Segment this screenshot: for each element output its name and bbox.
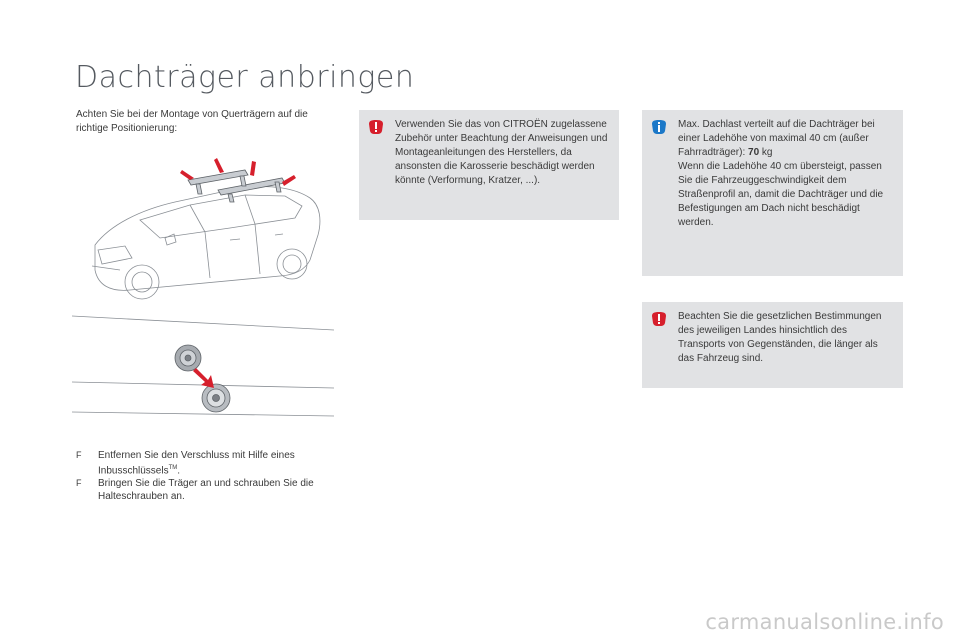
step-item bbox=[76, 449, 338, 477]
roof-load-unit: kg bbox=[759, 147, 773, 158]
warning-accessory-text: Verwenden Sie das von CITROËN zugelassene Zubehör unter Beachtung der Anweisungen und Montageanleitungen des Herstellers, da ansonsten die Karosserie beschädigt werden könnte (Verformung, Kratzer, ...). bbox=[395, 119, 608, 186]
roof-load-text-after: Wenn die Ladehöhe 40 cm übersteigt, passen Sie die Fahrzeuggeschwindigkeit dem Straßenprofil an, damit die Dachträger und die Befestigungen am Dach nicht beschädigt werden. bbox=[678, 161, 884, 228]
warning-law-text: Beachten Sie die gesetzlichen Bestimmungen des jeweiligen Landes hinsichtlich des Transports von Gegenständen, die länger als das Fahrzeug sind. bbox=[678, 311, 882, 364]
info-roof-load-text bbox=[678, 118, 895, 230]
info-roof-load-box bbox=[642, 110, 903, 276]
step-text: Bringen Sie die Träger an und schrauben Sie die Halteschrauben an. bbox=[98, 478, 314, 503]
step-bullet: F bbox=[76, 450, 82, 460]
intro-text: Achten Sie bei der Montage von Querträgern auf die richtige Positionierung: bbox=[76, 109, 308, 134]
roof-load-value: 70 bbox=[748, 147, 760, 158]
step-suffix: . bbox=[177, 465, 181, 477]
info-icon bbox=[650, 118, 668, 136]
warning-accessory-box bbox=[359, 110, 619, 220]
warning-icon bbox=[367, 118, 385, 136]
warning-icon bbox=[650, 310, 668, 328]
roof-load-text-before: Max. Dachlast verteilt auf die Dachträger bei einer Ladehöhe von maximal 40 cm (außer Fahrradträger): bbox=[678, 119, 875, 158]
instruction-steps bbox=[76, 449, 338, 503]
page-title: Dachträger anbringen bbox=[75, 60, 415, 95]
trademark-sup: TM bbox=[168, 465, 178, 471]
warning-law-box bbox=[642, 302, 903, 388]
step-bullet: F bbox=[76, 478, 82, 489]
watermark: carmanualsonline.info bbox=[705, 610, 944, 634]
roof-cap-detail-illustration bbox=[72, 312, 338, 422]
step-item bbox=[76, 477, 338, 503]
car-roof-bars-illustration bbox=[70, 150, 340, 310]
step-text: Entfernen Sie den Verschluss mit Hilfe eines Inbusschlüssels bbox=[98, 450, 295, 477]
